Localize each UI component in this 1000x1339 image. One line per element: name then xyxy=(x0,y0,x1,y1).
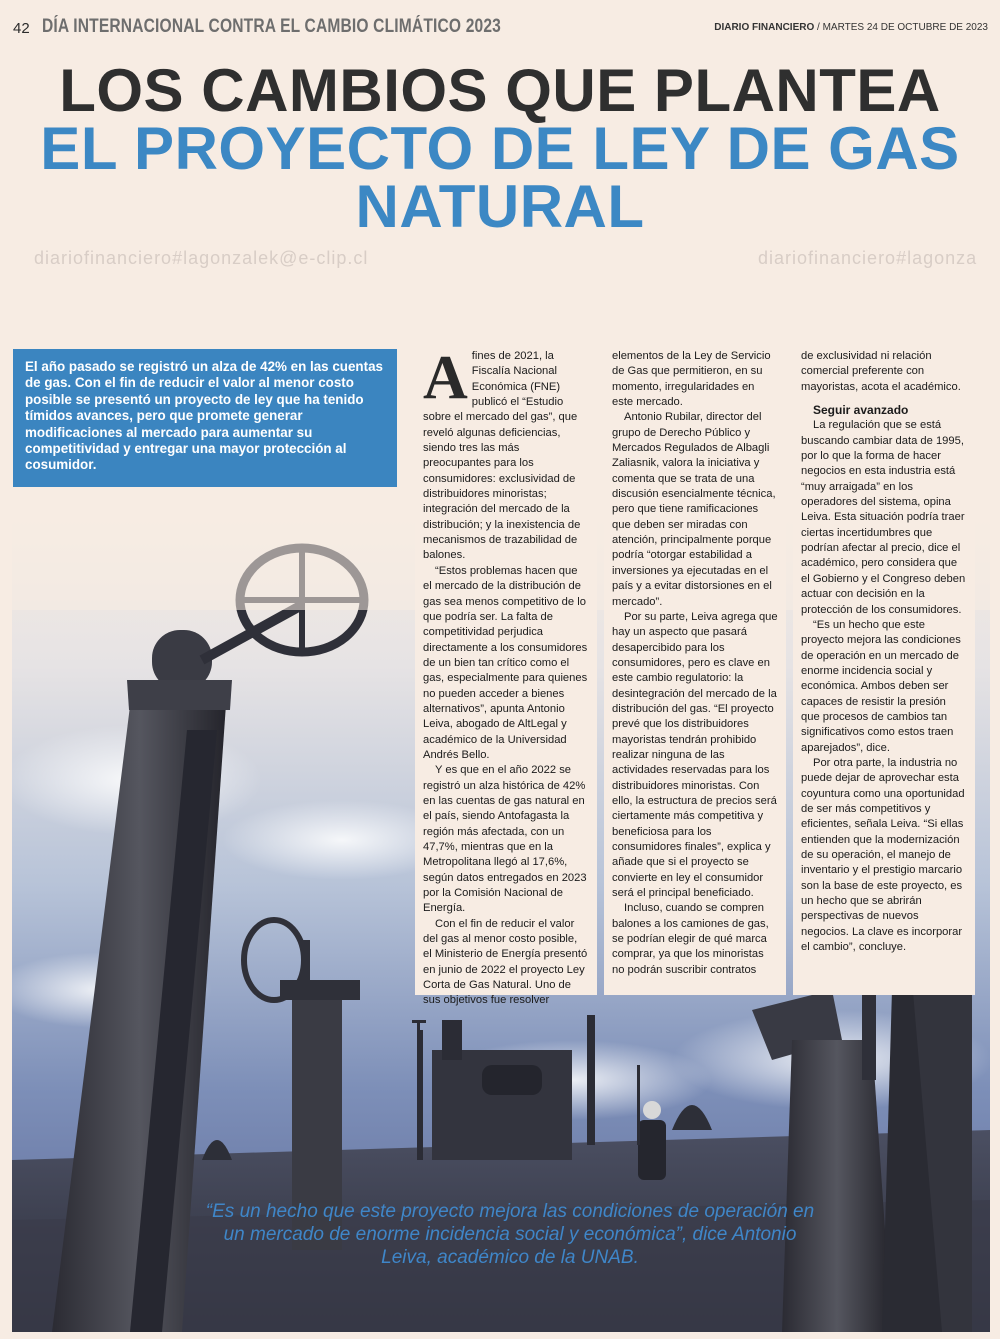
paragraph: Por otra parte, la industria no puede dejar de aprovechar esta coyuntura como una oportunidad de ser más competitivos y eficientes, señala Leiva. “Si ellas entienden que la modernización de su operación, el manejo de inventario y el prestigio marcario son la base de este proyecto, es un hecho que se abrirán perspectivas de nuevos negocios. La clave es incorporar el cambio”, concluye. xyxy=(801,756,965,954)
article-column-2 xyxy=(604,343,786,995)
paragraph: Con el fin de reducir el valor del gas al menor costo posible, el Ministerio de Energía presentó en junio de 2022 el proyecto Ley Corta de Gas Natural. Uno de sus objetivos fue resolver xyxy=(423,917,588,1007)
paragraph: Por su parte, Leiva agrega que hay un aspecto que pasará desapercibido para los consumidores, pero es clave en este cambio regulatorio: la desintegración del mercado de la distribución del gas. “El proyecto prevé que los distribuidores mayoristas tendrán prohibido realizar ninguna de las actividades reservadas para los distribuidores minoristas. Con ello, la estructura de precios será ciertamente más competitiva y beneficiosa para los consumidores finales”, explica y añade que si el proyecto se convierte en ley el consumidor será el principal beneficiado. xyxy=(612,610,778,900)
pull-quote: “Es un hecho que este proyecto mejora las condiciones de operación en un mercado de enorme incidencia social y económica”, dice Antonio Leiva, académico de la UNAB. xyxy=(205,1201,815,1268)
section-title: DÍA INTERNACIONAL CONTRA EL CAMBIO CLIMÁTICO 2023 xyxy=(42,16,502,37)
paragraph: fines de 2021, la Fiscalía Nacional Económica (FNE) publicó el “Estudio sobre el mercado del gas”, que reveló algunas deficiencias, siendo tres las más preocupantes para los consumidores: exclusividad de distribuidores minoristas; integración del mercado de la distribución; y la inexistencia de mecanismos de trazabilidad de balones. xyxy=(423,350,581,562)
masthead-date: / MARTES 24 DE OCTUBRE DE 2023 xyxy=(814,22,988,33)
paragraph: Antonio Rubilar, director del grupo de Derecho Público y Mercados Regulados de Albagli Zaliasnik, valora la iniciativa y comenta que se trata de una discusión esencialmente técnica, pero que tiene ramificaciones que deben ser miradas con atención, principalmente porque podría “otorgar estabilidad a inversiones ya ejecutadas en el país y a evitar distorsiones en el mercado”. xyxy=(612,411,776,608)
headline xyxy=(0,57,1000,240)
drop-cap: A xyxy=(423,344,468,412)
subheading: Seguir avanzado xyxy=(813,403,909,418)
paragraph: “Estos problemas hacen que el mercado de la distribución de gas sea menos competitivo de lo que podría ser. La falta de competitividad perjudica directamente a los consumidores de un bien tan crítico como el gas, especialmente para quienes no pueden acceder a bienes alternativos”, apunta Antonio Leiva, abogado de AltLegal y académico de la Universidad Andrés Bello. xyxy=(423,564,588,761)
masthead-name: DIARIO FINANCIERO xyxy=(714,22,815,33)
article-column-3 xyxy=(793,343,975,995)
headline-line-2: EL PROYECTO DE LEY DE GAS xyxy=(40,115,960,182)
lead-summary-box: El año pasado se registró un alza de 42% en las cuentas de gas. Con el fin de reducir el valor al menor costo posible se presentó un proyecto de ley que ha tenido tímidos avances, pero que promete generar modificaciones al mercado para aumentar su competitividad y entregar una mayor protección al cosumidor. xyxy=(13,349,397,487)
headline-line-1: LOS CAMBIOS QUE PLANTEA xyxy=(59,57,941,124)
watermark: diariofinanciero#lagonzalek@e-clip.cl xyxy=(34,248,369,268)
watermark: diariofinanciero#lagonza xyxy=(758,248,978,268)
masthead xyxy=(714,22,988,33)
paragraph: La regulación que se está buscando cambiar data de 1995, por lo que la forma de hacer negocios en esta industria está “muy arraigada” en los operadores del sistema, opina Leiva. Esta situación podría traer ciertas incertidumbres que podrían afectar al precio, dice el académico, pero considera que el Gobierno y el Congreso deben actuar con decisión en la protección de los consumidores. xyxy=(801,419,966,616)
page-number: 42 xyxy=(13,20,30,37)
article-column-1 xyxy=(415,343,597,1007)
paragraph: “Es un hecho que este proyecto mejora las condiciones de operación en un mercado de enorme incidencia social y económica. Ambos deben ser capaces de resistir la presión que procesos de cambios tan significativos como estos traen aparejados”, dice. xyxy=(801,618,961,754)
paragraph: elementos de la Ley de Servicio de Gas que permitieron, en su momento, irregularidades en este mercado. xyxy=(612,350,771,409)
headline-line-3: NATURAL xyxy=(355,173,645,240)
paragraph: Y es que en el año 2022 se registró un alza histórica de 42% en las cuentas de gas natural en el país, siendo Antofagasta la región más afectada, con un 47,7%, mientras que en la Metropolitana llegó al 17,6%, según datos entregados en 2023 por la Comisión Nacional de Energía. xyxy=(423,764,587,915)
paragraph: Incluso, cuando se compren balones a los camiones de gas, se podrían elegir de qué marca comprar, ya que los minoristas no podrán suscribir contratos xyxy=(612,902,769,976)
paragraph: de exclusividad ni relación comercial preferente con mayoristas, acota el académico. xyxy=(801,350,961,393)
page-header xyxy=(0,0,1000,48)
